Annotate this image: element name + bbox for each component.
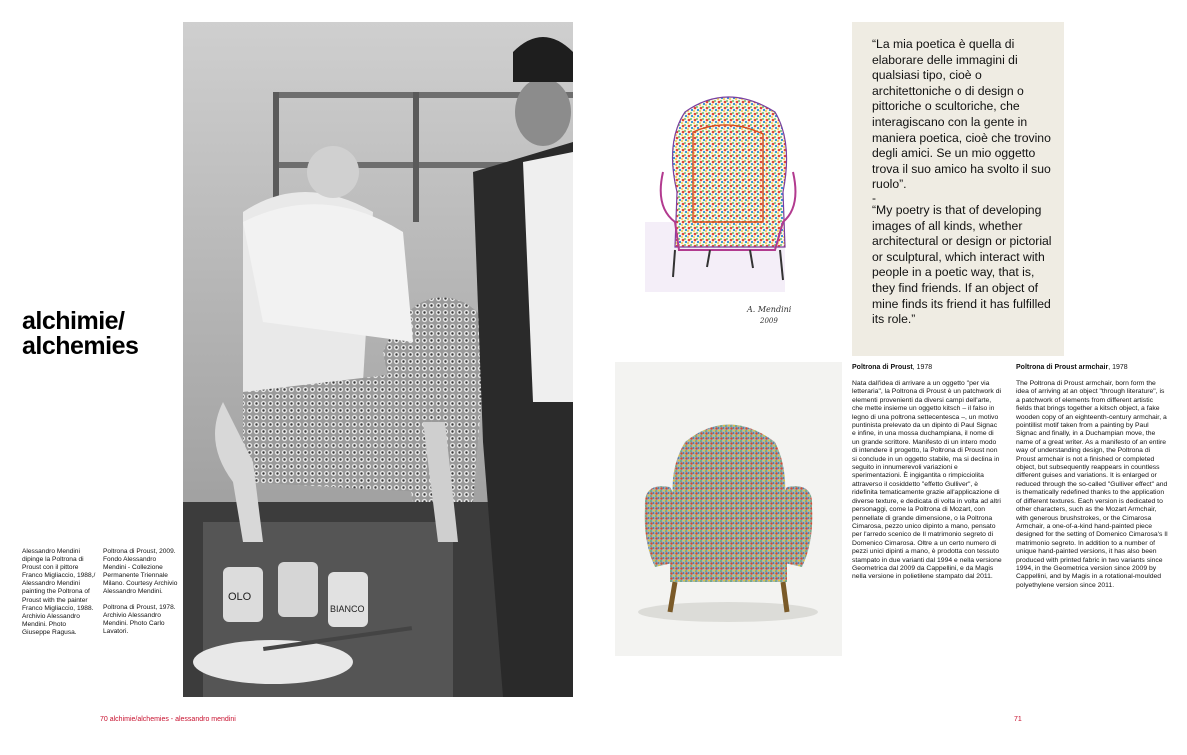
sketch-signature-year: 2009 bbox=[760, 317, 778, 325]
quote-box bbox=[852, 22, 1064, 356]
quote-english: “My poetry is that of developing images of all kinds, whether architectural or design or pictorial or sculptural, which interact with people in a poetic way, that is, they find friends. If an object of mine finds its friend it has fulfilled its role.” bbox=[872, 202, 1052, 327]
article-title-italian bbox=[852, 364, 932, 371]
article-title-text: Poltrona di Proust bbox=[852, 364, 913, 371]
workshop-photo-illustration bbox=[183, 22, 573, 697]
armchair-photo-illustration bbox=[615, 362, 842, 656]
caption-text-1: Poltrona di Proust, 2009. Fondo Alessandro Mendini - Collezione Permanente Triennale Milano. Courtesy Archivio Alessandro Mendini. bbox=[103, 548, 178, 596]
sketch-signature-name: A. Mendini bbox=[747, 305, 792, 314]
jar-label-1: OLO bbox=[228, 591, 252, 603]
armchair-photo bbox=[615, 362, 842, 656]
jar-label-2: BIANCO bbox=[330, 604, 365, 614]
article-body-italian: Nata dall'idea di arrivare a un oggetto "per via letteraria", la Poltrona di Proust è un patchwork di elementi provenienti da diversi campi dell'arte, che mette insieme un oggetto kitsch – il falso in legno di una poltrona settecentesca –, un motivo puntinista prelevato da un dipinto di Paul Signac e infine, in una mossa duchampiana, il nome di un grande scrittore. Manifesto di un intero modo di intendere il progetto, la Poltrona di Proust non si conclude in un oggetto stabile, ma si declina in seguito in innumerevoli variazioni e sperimentazioni. È ingigantita o rimpicciolita attraverso il cosiddetto "effetto Gulliver", è ridefinita tematicamente grazie all'applicazione di diverse texture, e dedicata di volta in volta ad altri personaggi, come la Poltrona di Mozart, con pennellate di grande dimensione, o la Poltrona Cimarosa, pezzo unico dipinto a mano, pensato per l'arredo scenico de Il matrimonio segreto di Domenico Cimarosa. Oltre a un certo numero di pezzi unici dipinti a mano, è prodotta con tessuto stampato in due varianti dal 1994 e nella versione Geometrica dal 2009 da Cappellini, e da Magis nella versione in polietilene stampato dal 2011. bbox=[852, 380, 1002, 581]
photo-caption-left bbox=[22, 548, 96, 644]
section-title-line-1: alchimie/ bbox=[22, 307, 125, 335]
caption-text: Alessandro Mendini dipinge la Poltrona di Proust con il pittore Franco Migliaccio, 1988,/ Alessandro Mendini painting the Poltrona of Proust with the painter Franco Migliaccio, 1988. Archivio Alessandro Mendini. Photo Giuseppe Ragusa. bbox=[22, 548, 96, 636]
quote-italian: “La mia poetica è quella di elaborare delle immagini di qualsiasi tipo, cioè o architettoniche o di design o pittoriche o scultoriche, che interagiscano con la gente in maniera poetica, cioè che trovino degli amici. Se un mio oggetto trova il suo amico ha svolto il suo ruolo”. bbox=[872, 37, 1051, 192]
section-title bbox=[22, 309, 192, 359]
footer-page-number: 71 bbox=[1014, 716, 1022, 723]
article-title-text: Poltrona di Proust armchair bbox=[1016, 364, 1109, 371]
article-body-english: The Poltrona di Proust armchair, born form the idea of arriving at an object "through literature", is a patchwork of elements from different artistic fields that brings together a kitsch object, a fake wooden copy of an eighteenth-century armchair, a pointillist motif taken from a painting by Paul Signac and finally, in a Duchampian move, the name of a great writer. As a manifesto of an entire way of understanding design, the Poltrona di Proust armchair is not a finished or completed object, but subsequently reappears in countless different guises and variations. It is enlarged or reduced through the so-called "Gulliver effect" and is thematically redefined thanks to the application of different textures. Each version is dedicated to other characters, such as the Mozart Armchair, with generous brushstrokes, or the Cimarosa Armchair, a one-of-a-kind hand-painted piece designed for the setting of Domenico Cimarosa's Il matrimonio segreto. In addition to a number of unique hand-painted versions, it has also been produced with printed fabric in two variants since 1994, in the Geometrica version since 2009 by Cappellini, and by Magis in a rotational-moulded polyethylene version since 2011. bbox=[1016, 380, 1168, 589]
main-photo-bw bbox=[183, 22, 573, 697]
article-title-english bbox=[1016, 364, 1128, 371]
caption-text-2: Poltrona di Proust, 1978. Archivio Alessandro Mendini. Photo Carlo Lavatori. bbox=[103, 603, 176, 635]
footer-left-running-head: 70 alchimie/alchemies - alessandro mendini bbox=[100, 716, 236, 723]
article-title-year: , 1978 bbox=[1108, 364, 1128, 371]
armchair-sketch-drawing bbox=[615, 22, 842, 355]
armchair-sketch-illustration bbox=[615, 22, 842, 355]
photo-caption-middle bbox=[103, 548, 179, 643]
section-title-line-2: alchemies bbox=[22, 332, 139, 360]
quote-separator: - bbox=[872, 190, 876, 205]
article-title-year: , 1978 bbox=[912, 364, 933, 371]
